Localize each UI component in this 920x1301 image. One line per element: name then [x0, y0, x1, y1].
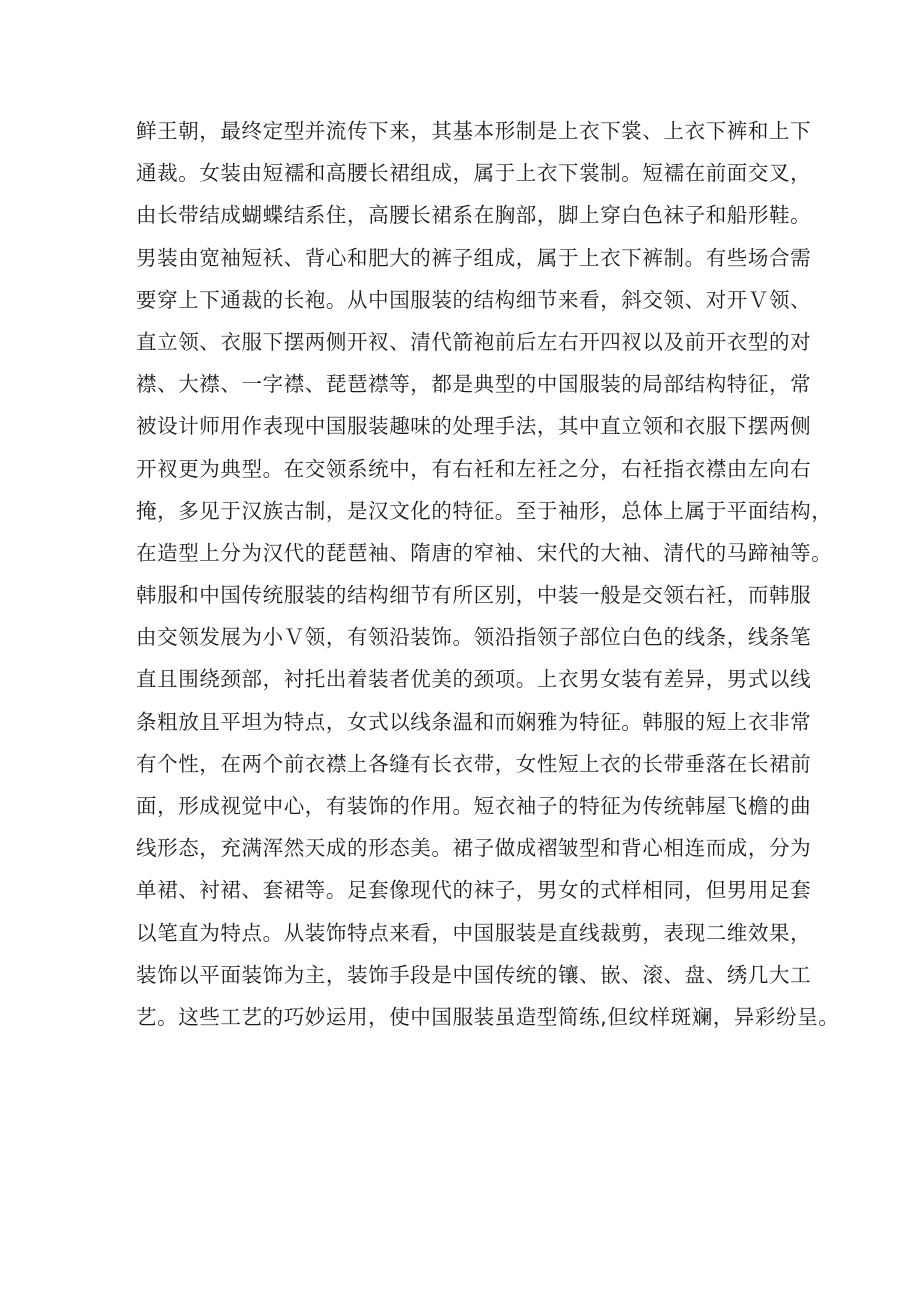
text-line: 单裙、衬裙、套裙等。足套像现代的袜子，男女的式样相同，但男用足套	[136, 878, 812, 903]
text-line: 线形态，充满浑然天成的形态美。裙子做成褶皱型和背心相连而成，分为	[136, 836, 812, 861]
text-line: 直立领、衣服下摆两侧开衩、清代箭袍前后左右开四衩以及前开衣型的对	[136, 329, 812, 354]
text-line: 要穿上下通裁的长袍。从中国服装的结构细节来看，斜交领、对开Ｖ领、	[136, 287, 812, 312]
text-line: 男装由宽袖短袄、背心和肥大的裤子组成，属于上衣下裤制。有些场合需	[136, 245, 812, 270]
text-line: 韩服和中国传统服装的结构细节有所区别，中装一般是交领右衽，而韩服	[136, 583, 812, 608]
text-line: 在造型上分为汉代的琵琶袖、隋唐的窄袖、宋代的大袖、清代的马蹄袖等。	[136, 540, 833, 565]
text-line: 艺。这些工艺的巧妙运用，使中国服装虽造型简练,但纹样斑斓，异彩纷呈。	[136, 1004, 840, 1029]
text-line: 通裁。女装由短襦和高腰长裙组成，属于上衣下裳制。短襦在前面交叉，	[136, 161, 812, 186]
text-line: 被设计师用作表现中国服装趣味的处理手法，其中直立领和衣服下摆两侧	[136, 414, 812, 439]
text-line: 掩，多见于汉族古制，是汉文化的特征。至于袖形，总体上属于平面结构，	[136, 498, 833, 523]
text-line: 条粗放且平坦为特点，女式以线条温和而娴雅为特征。韩服的短上衣非常	[136, 709, 812, 734]
text-line: 襟、大襟、一字襟、琵琶襟等，都是典型的中国服装的局部结构特征，常	[136, 372, 812, 397]
text-line: 直且围绕颈部，衬托出着装者优美的颈项。上衣男女装有差异，男式以线	[136, 667, 812, 692]
text-line: 面，形成视觉中心，有装饰的作用。短衣袖子的特征为传统韩屋飞檐的曲	[136, 794, 812, 818]
text-line: 由长带结成蝴蝶结系住，高腰长裙系在胸部，脚上穿白色袜子和船形鞋。	[136, 203, 812, 228]
text-line: 以笔直为特点。从装饰特点来看，中国服装是直线裁剪，表现二维效果，	[136, 920, 812, 945]
body-paragraph	[136, 110, 840, 1038]
text-line: 鲜王朝，最终定型并流传下来，其基本形制是上衣下裳、上衣下裤和上下	[136, 119, 812, 143]
text-line: 有个性，在两个前衣襟上各缝有长衣带，女性短上衣的长带垂落在长裙前	[136, 751, 812, 776]
text-line: 由交领发展为小Ｖ领，有领沿装饰。领沿指领子部位白色的线条，线条笔	[136, 625, 812, 650]
text-line: 装饰以平面装饰为主，装饰手段是中国传统的镶、嵌、滚、盘、绣几大工	[136, 962, 812, 987]
text-line: 开衩更为典型。在交领系统中，有右衽和左衽之分，右衽指衣襟由左向右	[136, 456, 812, 481]
